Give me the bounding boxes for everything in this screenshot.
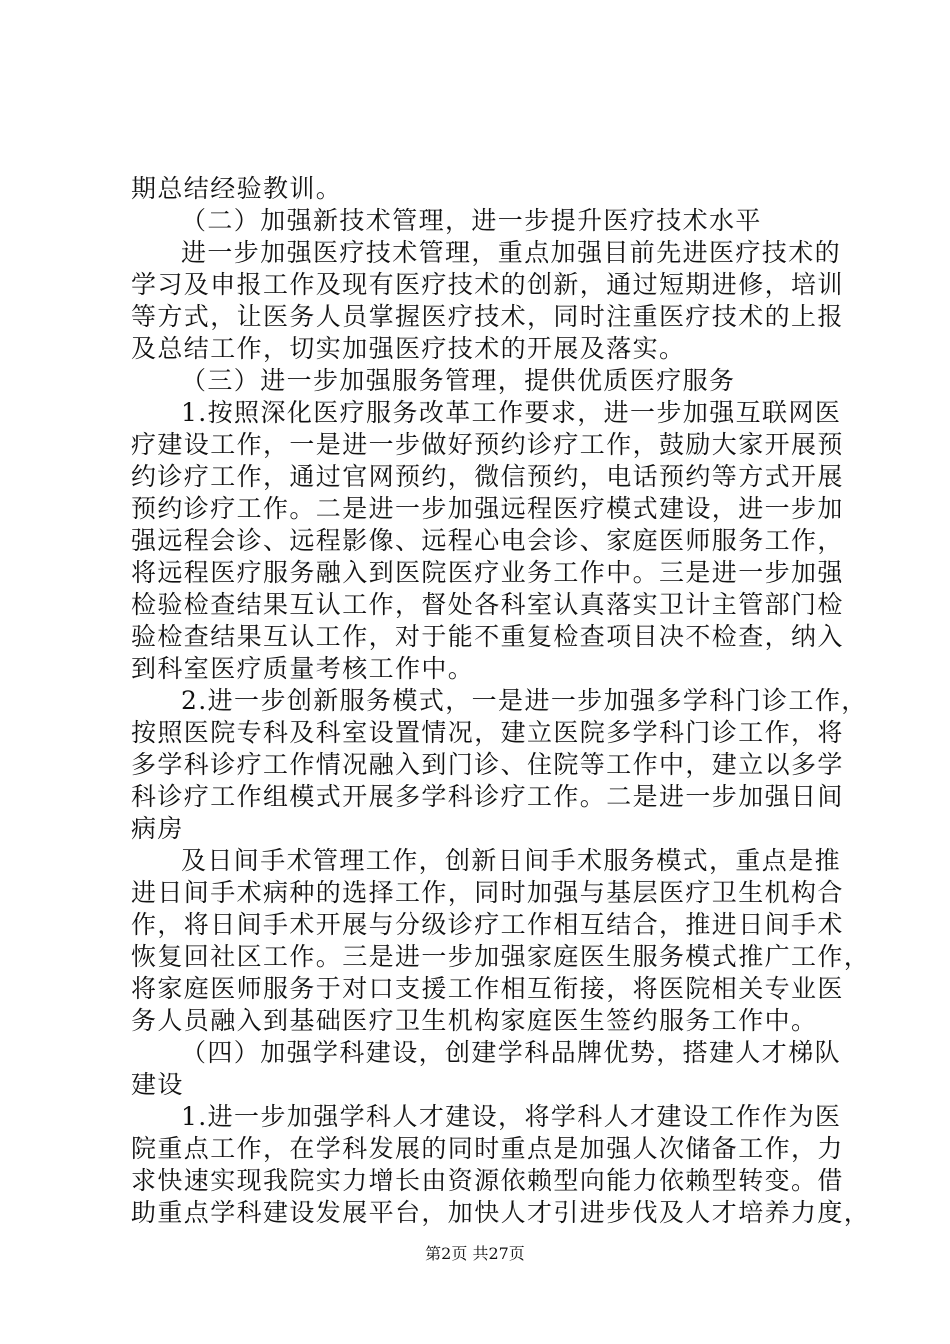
text-line: 预约诊疗工作。二是进一步加强远程医疗模式建设，进一步加 <box>131 494 844 523</box>
text-line: 期总结经验教训。 <box>131 174 343 203</box>
text-line: 按照医院专科及科室设置情况，建立医院多学科门诊工作，将 <box>131 718 844 747</box>
text-line: 约诊疗工作，通过官网预约，微信预约，电话预约等方式开展 <box>131 462 844 491</box>
text-line: 及日间手术管理工作，创新日间手术服务模式，重点是推 <box>181 846 842 875</box>
section-heading: （四）加强学科建设，创建学科品牌优势，搭建人才梯队 <box>181 1038 842 1067</box>
text-line: 1.按照深化医疗服务改革工作要求，进一步加强互联网医 <box>181 398 842 427</box>
text-line: 验检查结果互认工作，对于能不重复检查项目决不检查，纳入 <box>131 622 844 651</box>
text-line: 2.进一步创新服务模式，一是进一步加强多学科门诊工作， <box>181 686 868 715</box>
text-line: 恢复回社区工作。三是进一步加强家庭医生服务模式推广工作， <box>131 942 871 971</box>
section-heading: （二）加强新技术管理，进一步提升医疗技术水平 <box>181 206 762 235</box>
text-line: 将家庭医师服务于对口支援工作相互衔接，将医院相关专业医 <box>131 974 844 1003</box>
text-line: 1.进一步加强学科人才建设，将学科人才建设工作作为医 <box>181 1102 842 1131</box>
text-line: 等方式，让医务人员掌握医疗技术，同时注重医疗技术的上报 <box>131 302 844 331</box>
text-line: 进一步加强医疗技术管理，重点加强目前先进医疗技术的 <box>181 238 842 267</box>
section-heading: 建设 <box>131 1070 184 1099</box>
text-line: 求快速实现我院实力增长由资源依赖型向能力依赖型转变。借 <box>131 1166 844 1195</box>
text-line: 院重点工作，在学科发展的同时重点是加强人次储备工作，力 <box>131 1134 844 1163</box>
text-line: 强远程会诊、远程影像、远程心电会诊、家庭医师服务工作， <box>131 526 844 555</box>
text-line: 学习及申报工作及现有医疗技术的创新，通过短期进修，培训 <box>131 270 844 299</box>
text-line: 进日间手术病种的选择工作，同时加强与基层医疗卫生机构合 <box>131 878 844 907</box>
text-line: 作，将日间手术开展与分级诊疗工作相互结合，推进日间手术 <box>131 910 844 939</box>
text-line: 多学科诊疗工作情况融入到门诊、住院等工作中，建立以多学 <box>131 750 844 779</box>
text-line: 疗建设工作，一是进一步做好预约诊疗工作，鼓励大家开展预 <box>131 430 844 459</box>
section-heading: （三）进一步加强服务管理，提供优质医疗服务 <box>181 366 736 395</box>
text-line: 及总结工作，切实加强医疗技术的开展及落实。 <box>131 334 686 363</box>
text-line: 科诊疗工作组模式开展多学科诊疗工作。二是进一步加强日间 <box>131 782 844 811</box>
text-line: 检验检查结果互认工作，督处各科室认真落实卫计主管部门检 <box>131 590 844 619</box>
page-number-footer: 第2页 共27页 <box>425 1244 525 1263</box>
text-line: 病房 <box>131 814 184 843</box>
text-line: 务人员融入到基础医疗卫生机构家庭医生签约服务工作中。 <box>131 1006 818 1035</box>
text-line: 将远程医疗服务融入到医院医疗业务工作中。三是进一步加强 <box>131 558 844 587</box>
text-line: 到科室医疗质量考核工作中。 <box>131 654 475 683</box>
text-line: 助重点学科建设发展平台，加快人才引进步伐及人才培养力度， <box>131 1198 871 1227</box>
